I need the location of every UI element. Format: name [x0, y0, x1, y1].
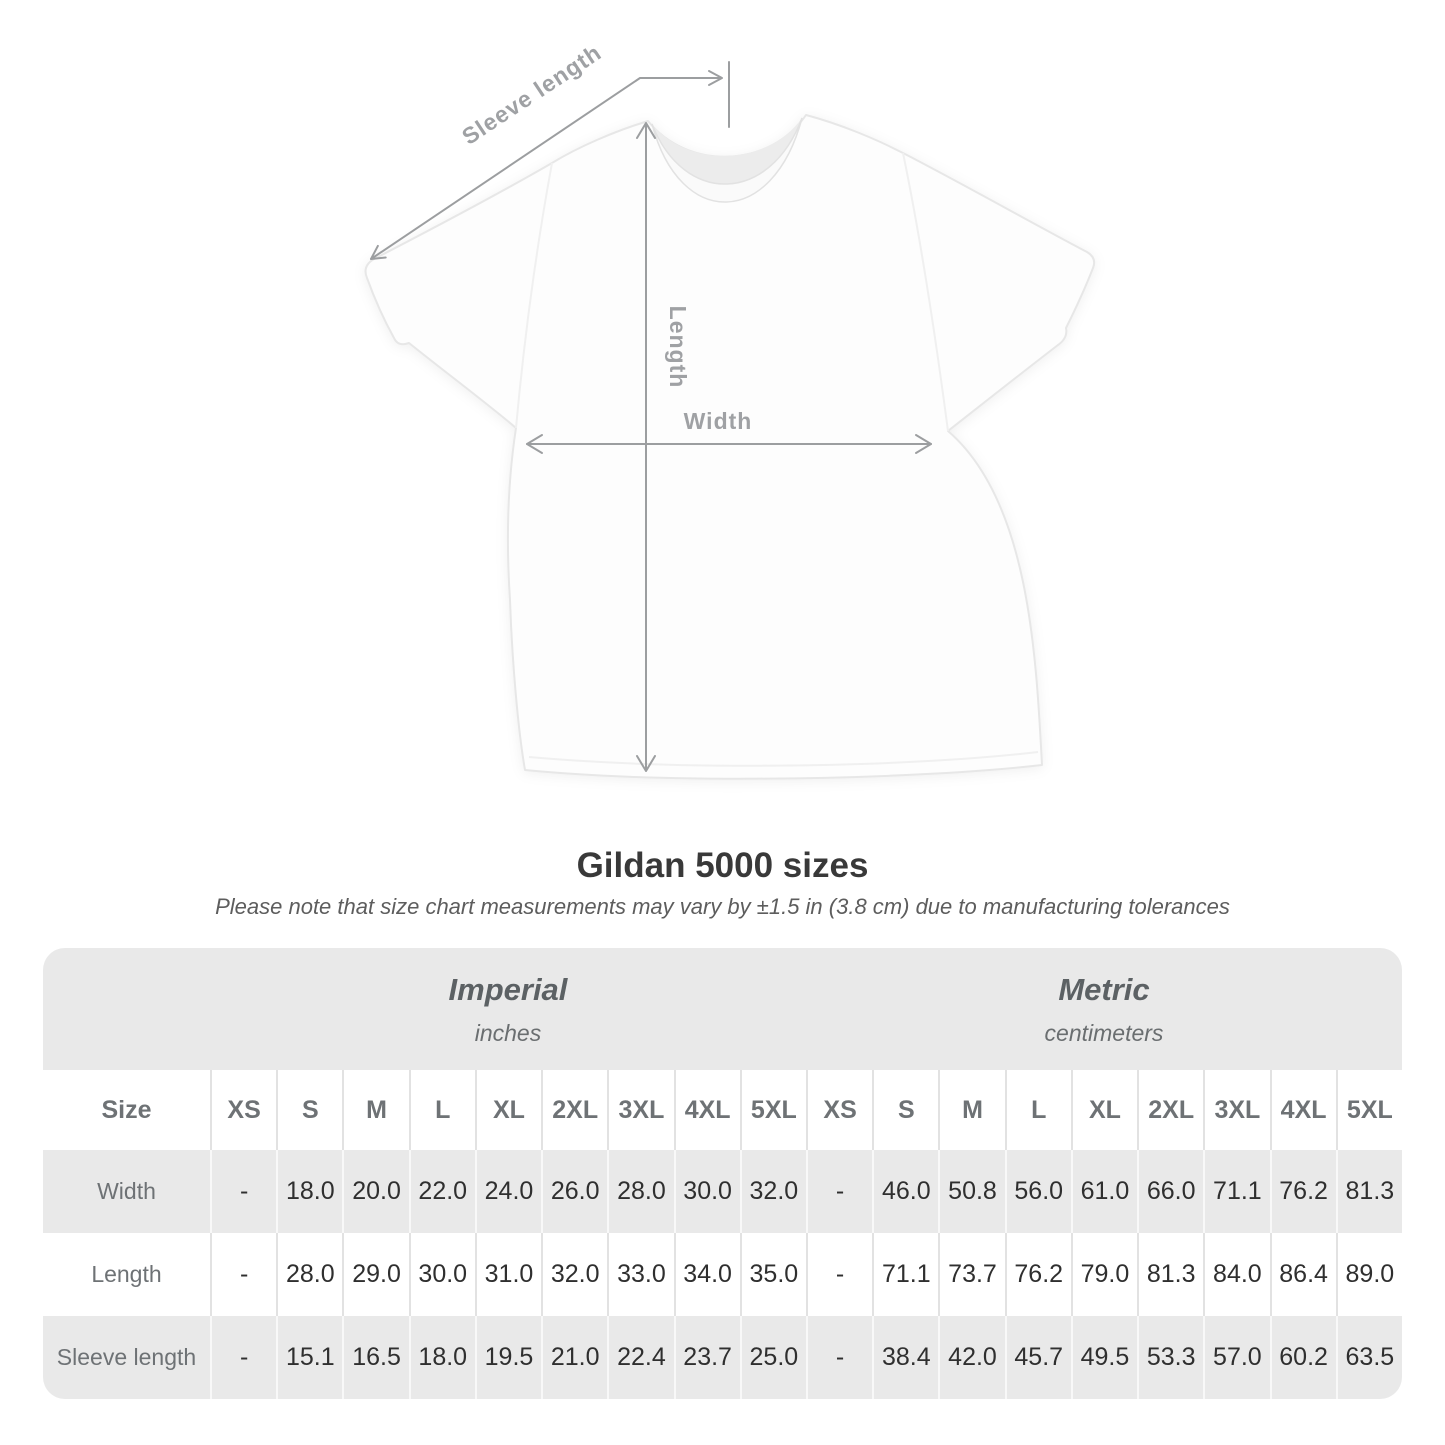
- measurement-value-cell: -: [210, 1316, 276, 1399]
- measurement-value-cell: 34.0: [674, 1233, 740, 1316]
- size-col-header-imperial-5xl: 5XL: [740, 1070, 806, 1150]
- measurement-value-cell: 53.3: [1137, 1316, 1203, 1399]
- size-col-header-metric-3xl: 3XL: [1203, 1070, 1269, 1150]
- size-col-header-metric-l: L: [1005, 1070, 1071, 1150]
- measurement-value-cell: 28.0: [276, 1233, 342, 1316]
- measurement-value-cell: 22.0: [409, 1150, 475, 1233]
- measurement-value-cell: -: [806, 1233, 872, 1316]
- size-col-header-imperial-l: L: [409, 1070, 475, 1150]
- size-col-header-imperial-xl: XL: [475, 1070, 541, 1150]
- imperial-group-unit: inches: [474, 1019, 542, 1046]
- measurement-value-cell: 18.0: [276, 1150, 342, 1233]
- size-col-header-imperial-4xl: 4XL: [674, 1070, 740, 1150]
- measurement-value-cell: 28.0: [607, 1150, 673, 1233]
- measurement-value-cell: 32.0: [740, 1150, 806, 1233]
- measurement-value-cell: 89.0: [1336, 1233, 1402, 1316]
- size-col-header-metric-xl: XL: [1071, 1070, 1137, 1150]
- measurement-value-cell: 35.0: [740, 1233, 806, 1316]
- measurement-value-cell: 76.2: [1005, 1233, 1071, 1316]
- measurement-value-cell: 24.0: [475, 1150, 541, 1233]
- measurement-value-cell: 38.4: [872, 1316, 938, 1399]
- measurement-value-cell: 18.0: [409, 1316, 475, 1399]
- size-col-header-metric-2xl: 2XL: [1137, 1070, 1203, 1150]
- measurement-row-label: Length: [43, 1233, 210, 1316]
- measurement-row: [43, 1316, 1402, 1399]
- measurement-value-cell: 26.0: [541, 1150, 607, 1233]
- measurement-value-cell: 56.0: [1005, 1150, 1071, 1233]
- measurement-value-cell: 22.4: [607, 1316, 673, 1399]
- size-col-header-imperial-m: M: [342, 1070, 408, 1150]
- measurement-value-cell: 66.0: [1137, 1150, 1203, 1233]
- metric-group-unit: centimeters: [1044, 1019, 1164, 1046]
- measurement-value-cell: 30.0: [409, 1233, 475, 1316]
- measurement-value-cell: 15.1: [276, 1316, 342, 1399]
- measurement-value-cell: 46.0: [872, 1150, 938, 1233]
- tshirt-graphic: [366, 115, 1095, 779]
- measurement-value-cell: 50.8: [938, 1150, 1004, 1233]
- measurement-value-cell: 19.5: [475, 1316, 541, 1399]
- measurement-value-cell: 16.5: [342, 1316, 408, 1399]
- size-col-header-imperial-2xl: 2XL: [541, 1070, 607, 1150]
- measurement-value-cell: -: [210, 1233, 276, 1316]
- size-corner-header: Size: [43, 1070, 210, 1150]
- measurement-value-cell: 73.7: [938, 1233, 1004, 1316]
- size-col-header-imperial-xs: XS: [210, 1070, 276, 1150]
- band-corner-cell: [43, 948, 210, 1070]
- length-label: Length: [665, 305, 691, 389]
- size-col-header-metric-xs: XS: [806, 1070, 872, 1150]
- size-col-header-metric-m: M: [938, 1070, 1004, 1150]
- measurement-value-cell: 60.2: [1270, 1316, 1336, 1399]
- measurement-value-cell: 49.5: [1071, 1316, 1137, 1399]
- metric-group-name: Metric: [1058, 971, 1150, 1007]
- size-col-header-metric-5xl: 5XL: [1336, 1070, 1402, 1150]
- measurement-value-cell: 21.0: [541, 1316, 607, 1399]
- measurement-value-cell: 81.3: [1336, 1150, 1402, 1233]
- measurement-value-cell: 29.0: [342, 1233, 408, 1316]
- measurement-value-cell: 25.0: [740, 1316, 806, 1399]
- unit-group-row: [43, 948, 1402, 1070]
- measurement-value-cell: 45.7: [1005, 1316, 1071, 1399]
- size-col-header-imperial-s: S: [276, 1070, 342, 1150]
- measurement-value-cell: 71.1: [1203, 1150, 1269, 1233]
- size-col-header-metric-s: S: [872, 1070, 938, 1150]
- width-label: Width: [683, 408, 753, 434]
- measurement-value-cell: 71.1: [872, 1233, 938, 1316]
- size-col-header-imperial-3xl: 3XL: [607, 1070, 673, 1150]
- measurement-row: [43, 1150, 1402, 1233]
- size-chart-table: [43, 948, 1402, 1399]
- measurement-value-cell: 63.5: [1336, 1316, 1402, 1399]
- size-col-header-metric-4xl: 4XL: [1270, 1070, 1336, 1150]
- measurement-value-cell: -: [806, 1150, 872, 1233]
- measurement-row-label: Sleeve length: [43, 1316, 210, 1399]
- measurement-value-cell: 81.3: [1137, 1233, 1203, 1316]
- measurement-rows: [43, 1150, 1402, 1399]
- metric-group-header: [806, 948, 1402, 1070]
- measurement-value-cell: 79.0: [1071, 1233, 1137, 1316]
- measurement-value-cell: 30.0: [674, 1150, 740, 1233]
- measurement-value-cell: 76.2: [1270, 1150, 1336, 1233]
- measurement-value-cell: 23.7: [674, 1316, 740, 1399]
- imperial-group-name: Imperial: [448, 971, 568, 1007]
- measurement-value-cell: 31.0: [475, 1233, 541, 1316]
- measurement-value-cell: -: [806, 1316, 872, 1399]
- measurement-value-cell: 86.4: [1270, 1233, 1336, 1316]
- measurement-value-cell: 33.0: [607, 1233, 673, 1316]
- size-header-row: [43, 1070, 1402, 1150]
- size-table-container: [43, 948, 1402, 1399]
- measurement-value-cell: 57.0: [1203, 1316, 1269, 1399]
- measurement-value-cell: 42.0: [938, 1316, 1004, 1399]
- measurement-row-label: Width: [43, 1150, 210, 1233]
- measurement-value-cell: -: [210, 1150, 276, 1233]
- measurement-value-cell: 84.0: [1203, 1233, 1269, 1316]
- page-title: Gildan 5000 sizes: [576, 846, 869, 885]
- sleeve-length-label: Sleeve length: [457, 38, 607, 150]
- measurement-value-cell: 32.0: [541, 1233, 607, 1316]
- tolerance-note: Please note that size chart measurements may vary by ±1.5 in (3.8 cm) due to manufacturing tolerances: [215, 894, 1230, 919]
- measurement-value-cell: 61.0: [1071, 1150, 1137, 1233]
- measurement-value-cell: 20.0: [342, 1150, 408, 1233]
- imperial-group-header: [210, 948, 806, 1070]
- measurement-row: [43, 1233, 1402, 1316]
- tshirt-body: [366, 115, 1095, 779]
